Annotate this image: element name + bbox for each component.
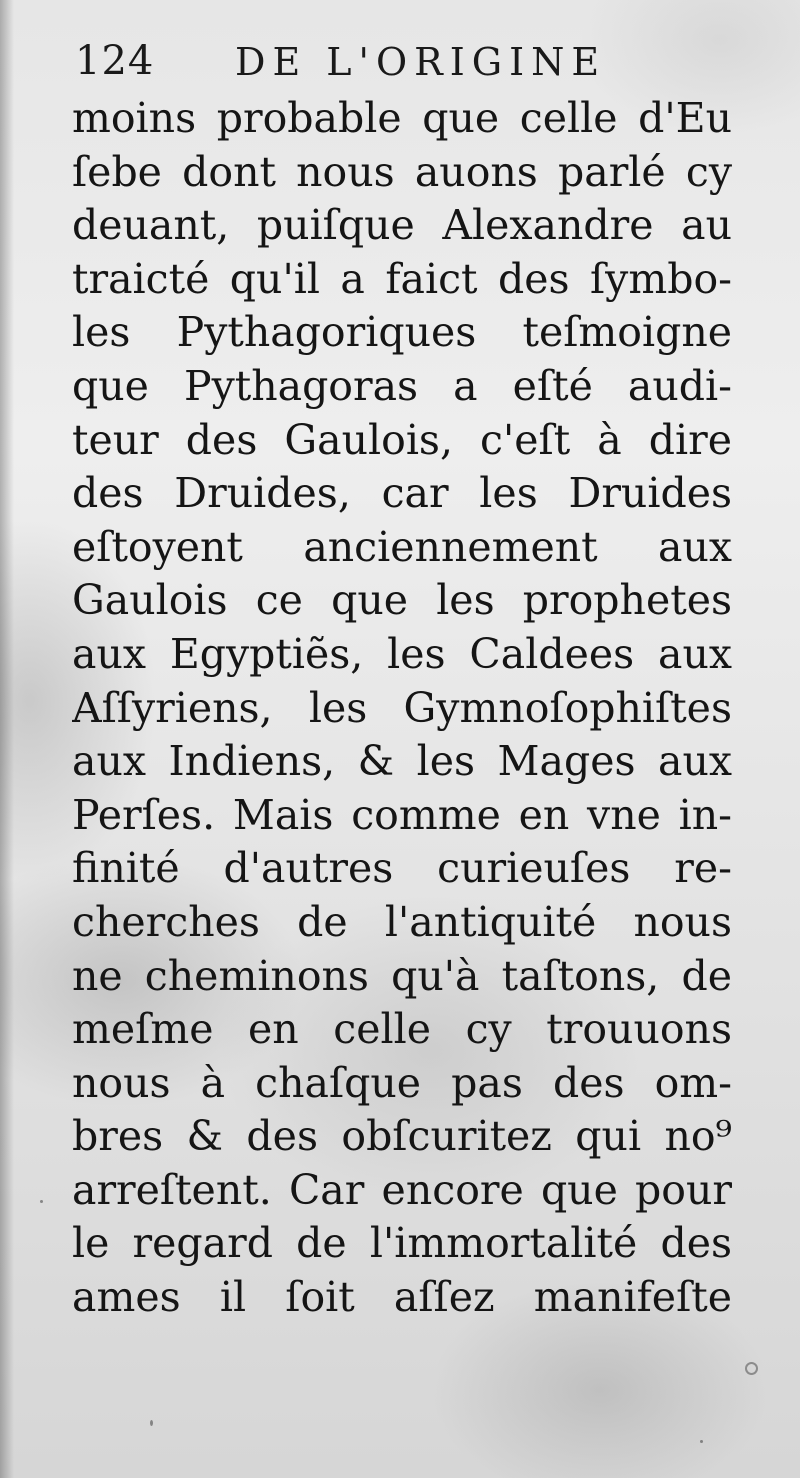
text-line: teur des Gaulois, c'eſt à dire bbox=[72, 415, 732, 464]
text-line: arreſtent. Car encore que pour bbox=[72, 1165, 732, 1214]
text-line: deuant, puiſque Alexandre au bbox=[72, 201, 732, 250]
text-line: aux Indiens, & les Mages aux bbox=[72, 737, 732, 786]
text-line: eſtoyent anciennement aux bbox=[72, 522, 732, 571]
text-line: cherches de l'antiquité nous bbox=[72, 897, 732, 946]
paper-speck bbox=[150, 1420, 153, 1426]
page-shadow-edge bbox=[0, 0, 14, 1478]
text-line: moins probable que celle d'Eu bbox=[72, 94, 732, 142]
text-line: traicté qu'il a faict des ſymbo- bbox=[72, 254, 732, 303]
page-number: 124 bbox=[75, 38, 155, 84]
text-line: des Druides, car les Druides bbox=[72, 469, 732, 518]
body-text bbox=[72, 92, 732, 1325]
text-line: ſebe dont nous auons parlé cy bbox=[72, 147, 732, 196]
paper-speck bbox=[40, 1200, 43, 1203]
text-line: le regard de l'immortalité des bbox=[72, 1219, 732, 1268]
paper-speck bbox=[700, 1440, 703, 1443]
text-line: Gaulois ce que les prophetes bbox=[72, 576, 732, 625]
text-line: bres & des obſcuritez qui no⁹ bbox=[72, 1112, 732, 1161]
text-line: meſme en celle cy trouuons bbox=[72, 1005, 732, 1054]
text-line: que Pythagoras a eſté audi- bbox=[72, 361, 732, 410]
text-line: Aſſyriens, les Gymnoſophiſtes bbox=[72, 683, 732, 732]
paper-speck bbox=[745, 1362, 758, 1375]
text-line: nous à chaſque pas des om- bbox=[72, 1058, 732, 1107]
page-header bbox=[75, 38, 735, 88]
text-line: finité d'autres curieuſes re- bbox=[72, 844, 732, 893]
text-line: les Pythagoriques teſmoigne bbox=[72, 308, 732, 357]
text-line: aux Egyptiẽs, les Caldees aux bbox=[72, 629, 732, 678]
text-line: Perſes. Mais comme en vne in- bbox=[72, 790, 732, 839]
text-line: ames il ſoit aſſez manifeſte bbox=[72, 1273, 732, 1322]
running-title: DE L'ORIGINE bbox=[235, 40, 607, 84]
text-line: ne cheminons qu'à taſtons, de bbox=[72, 951, 732, 1000]
